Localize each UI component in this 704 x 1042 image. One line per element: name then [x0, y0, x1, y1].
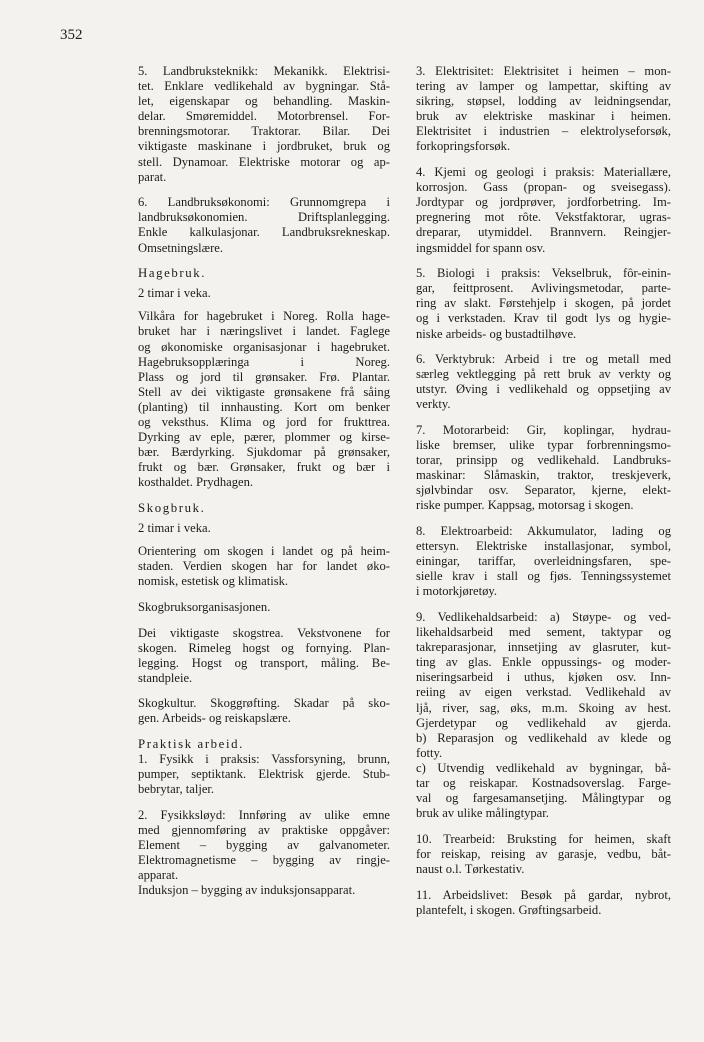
text-line: 10. Trearbeid: Bruksting for heimen, skaft [416, 831, 671, 846]
text-line: (planting) til innhausting. Kort om benker [138, 399, 390, 414]
text-line: legging. Hogst og transport, måling. Be- [138, 655, 390, 670]
text-line: 9. Vedlikehaldsarbeid: a) Støype- og ved- [416, 610, 671, 624]
text-line: Elektromagnetisme – bygging av ringje- [138, 853, 390, 868]
hours-per-week: 2 timar i veka. [138, 521, 211, 536]
text-line: 3. Elektrisitet: Elektrisitet i heimen – mon- [416, 64, 671, 78]
text-line: b) Reparasjon og vedlikehald av klede og [416, 730, 671, 745]
text-line: bruket har i næringslivet i landet. Faglege [138, 324, 390, 339]
text-line: 5. Biologi i praksis: Vekselbruk, fôr-einin- [416, 266, 671, 281]
text-line: Hagebruksopplæringa i Noreg. [138, 354, 390, 369]
text-line: likehaldsarbeid med sement, taktypar og [416, 625, 671, 640]
text-line: 8. Elektroarbeid: Akkumulator, lading og [416, 524, 671, 539]
text-line: med gjennomføring av praktiske oppgåver: [138, 823, 390, 838]
paragraph [138, 808, 390, 899]
text-line: landbruksøkonomien. Driftsplanlegging. [138, 210, 390, 225]
text-line: Stell av dei viktigaste grønsakene frå såing [138, 384, 390, 399]
paragraph [138, 64, 390, 185]
paragraph [138, 309, 390, 490]
paragraph [416, 888, 671, 918]
text-line: 5. Landbruksteknikk: Mekanikk. Elektrisi- [138, 64, 390, 78]
text-line: reiing av eigen verkstad. Vedlikehald av [416, 685, 671, 700]
text-line: dreparar, utymiddel. Brannvern. Reingjer- [416, 225, 671, 240]
text-line: apparat. [138, 868, 179, 883]
text-line: særleg vektlegging på rett bruk av verkty og [416, 367, 671, 382]
text-line: korrosjon. Gass (propan- og sveisegass). [416, 180, 671, 195]
text-line: ting av glas. Enkle oppussings- og moder- [416, 655, 671, 670]
text-line: sjølvbindar osv. Separator, kjerne, elekt- [416, 483, 671, 498]
text-line: naust o.l. Tørkestativ. [416, 862, 525, 876]
section-heading: Praktisk arbeid. [138, 737, 244, 752]
paragraph [138, 195, 390, 255]
text-line: pumper, septiktank. Elektrisk gjerde. Stub- [138, 767, 390, 782]
text-line: ettersyn. Elektriske installasjonar, symbol, [416, 539, 671, 554]
paragraph [416, 165, 671, 256]
section-heading: Hagebruk. [138, 266, 207, 281]
text-line: Omsetningslære. [138, 240, 224, 255]
paragraph [416, 832, 671, 877]
text-line: 2. Fysikksløyd: Innføring av ulike emne [138, 807, 390, 822]
text-line: 1. Fysikk i praksis: Vassforsyning, brunn, [138, 752, 390, 767]
text-line: sikring, støpsel, lodding av leidningsendar, [416, 94, 671, 109]
text-line: stell. Dynamoar. Elektriske motorar og ap- [138, 154, 390, 169]
text-line: tet. Enklare vedlikehald av bygningar. Stå- [138, 79, 390, 94]
text-line: plantefelt, i skogen. Grøftingsarbeid. [416, 902, 602, 917]
left-text-column [138, 64, 390, 909]
text-line: 11. Arbeidslivet: Besøk på gardar, nybrot, [416, 887, 671, 902]
text-line: Plass og jord til grønsaker. Frø. Plantar. [138, 369, 390, 384]
text-line: verkty. [416, 397, 451, 412]
paragraph [138, 544, 390, 589]
paragraph [416, 524, 671, 599]
text-line: utstyr. Øving i vedlikehald og oppsetjing av [416, 382, 671, 397]
text-line: Vilkåra for hagebruket i Noreg. Rolla hage- [138, 309, 390, 324]
text-line: fotty. [416, 745, 443, 760]
paragraph [416, 423, 671, 514]
section-heading: Skogbruk. [138, 500, 206, 515]
text-line: nomisk, estetisk og klimatisk. [138, 574, 289, 589]
text-line: Elektrisitet i industrien – elektrolyseforsøk, [416, 124, 671, 139]
text-line: maskinar: Slåmaskin, traktor, treskjeverk, [416, 468, 671, 483]
text-line: gar, feittprosent. Avlivingsmetodar, parte- [416, 281, 671, 296]
text-line: kosthaldet. Prydhagen. [138, 475, 254, 490]
text-line: takreparasjonar, innsetjing av glasruter, kut- [416, 640, 671, 655]
text-line: sielle krav i stall og fjøs. Tenningssystemet [416, 569, 671, 584]
paragraph [416, 610, 671, 821]
text-line: bær. Bærdyrking. Sjukdomar på grønsaker, [138, 445, 390, 460]
text-line: Orientering om skogen i landet og på heim- [138, 544, 390, 559]
text-line: c) Utvendig vedlikehald av bygningar, bå- [416, 760, 671, 775]
text-line: viktigaste maskinane i jordbruket, bruk og [138, 139, 390, 154]
text-line: og veksthus. Klima og jord for frukttrea. [138, 414, 390, 429]
text-line: pregnering mot rôte. Vekstfaktorar, ugras- [416, 210, 671, 225]
text-line: torar, prinsipp og vedlikehald. Landbruks- [416, 453, 671, 468]
text-line: niseringsarbeid i uthus, kjøken osv. Inn- [416, 670, 671, 685]
text-line: standpleie. [138, 670, 193, 685]
text-line: Dyrking av eple, pærer, plommer og kirse- [138, 430, 390, 445]
text-line: Skogkultur. Skoggrøfting. Skadar på sko- [138, 696, 390, 711]
text-line: gen. Arbeids- og reiskapslære. [138, 711, 291, 726]
paragraph [416, 352, 671, 412]
text-line: let, eigenskapar og behandling. Maskin- [138, 94, 390, 109]
paragraph [138, 696, 390, 726]
text-line: Skogbruksorganisasjonen. [138, 599, 271, 614]
page-number: 352 [60, 27, 83, 43]
text-line: tar og reiskapar. Kostnadsoverslag. Farge- [416, 776, 671, 791]
text-line: einingar, tariffar, overleidningsfaren, spe- [416, 554, 671, 569]
paragraph [138, 600, 390, 615]
text-line: 6. Landbruksøkonomi: Grunnomgrepa i [138, 195, 390, 210]
text-line: bruk av ulike målingtypar. [416, 806, 549, 821]
text-line: parat. [138, 169, 167, 184]
text-line: liske bremser, ulike typar forbrenningsmo- [416, 438, 671, 453]
text-line: staden. Verdien skogen har for landet øko- [138, 559, 390, 574]
text-line: for reiskap, reising av garasje, vedbu, båt- [416, 846, 671, 861]
text-line: Enkle kalkulasjonar. Landbruksrekneskap. [138, 225, 390, 240]
right-text-column [416, 64, 671, 928]
text-line: ingsmiddel for spann osv. [416, 240, 546, 255]
paragraph [416, 266, 671, 341]
text-line: delar. Smøremiddel. Motorbrensel. For- [138, 109, 390, 124]
paragraph [416, 64, 671, 155]
paragraph [138, 626, 390, 686]
text-line: bebrytar, taljer. [138, 782, 215, 797]
text-line: bruk av elektriske maskinar i heimen. [416, 109, 671, 124]
text-line: niske arbeids- og bustadtilhøve. [416, 326, 577, 341]
text-line: frukt og bær. Grønsaker, frukt og bær i [138, 460, 390, 475]
text-line: 6. Verktybruk: Arbeid i tre og metall med [416, 352, 671, 367]
text-line: Induksjon – bygging av induksjonsapparat. [138, 883, 356, 898]
text-line: 7. Motorarbeid: Gir, koplingar, hydrau- [416, 422, 671, 437]
text-line: i motorkjøretøy. [416, 584, 498, 599]
text-line: og økonomiske organisasjonar i hagebruket. [138, 339, 390, 354]
text-line: Gjerdetypar og vedlikehald av gjerda. [416, 715, 671, 730]
text-line: og i verkstaden. Krav til godt lys og hygie- [416, 311, 671, 326]
text-line: 4. Kjemi og geologi i praksis: Materiallære, [416, 165, 671, 180]
text-line: brenningsmotorar. Traktorar. Bilar. Dei [138, 124, 390, 139]
text-line: ring av slakt. Førstehjelp i skogen, på jordet [416, 296, 671, 311]
text-line: tering av lamper og lampettar, skifting av [416, 79, 671, 94]
text-line: Jordtypar og jordprøver, jordforbetring. Im- [416, 195, 671, 210]
text-line: forkopringsforsøk. [416, 139, 511, 154]
text-line: val og fargesamansetjing. Målingtypar og [416, 791, 671, 806]
text-line: Dei viktigaste skogstrea. Vekstvonene for [138, 625, 390, 640]
paragraph [138, 752, 390, 797]
text-line: riske pumper. Kappsag, motorsag i skogen. [416, 498, 634, 513]
text-line: skogen. Rimeleg hogst og fornying. Plan- [138, 640, 390, 655]
hours-per-week: 2 timar i veka. [138, 286, 211, 301]
text-line: ljå, river, sag, øks, m.m. Skoing av hest. [416, 700, 671, 715]
text-line: Element – bygging av galvanometer. [138, 838, 390, 853]
